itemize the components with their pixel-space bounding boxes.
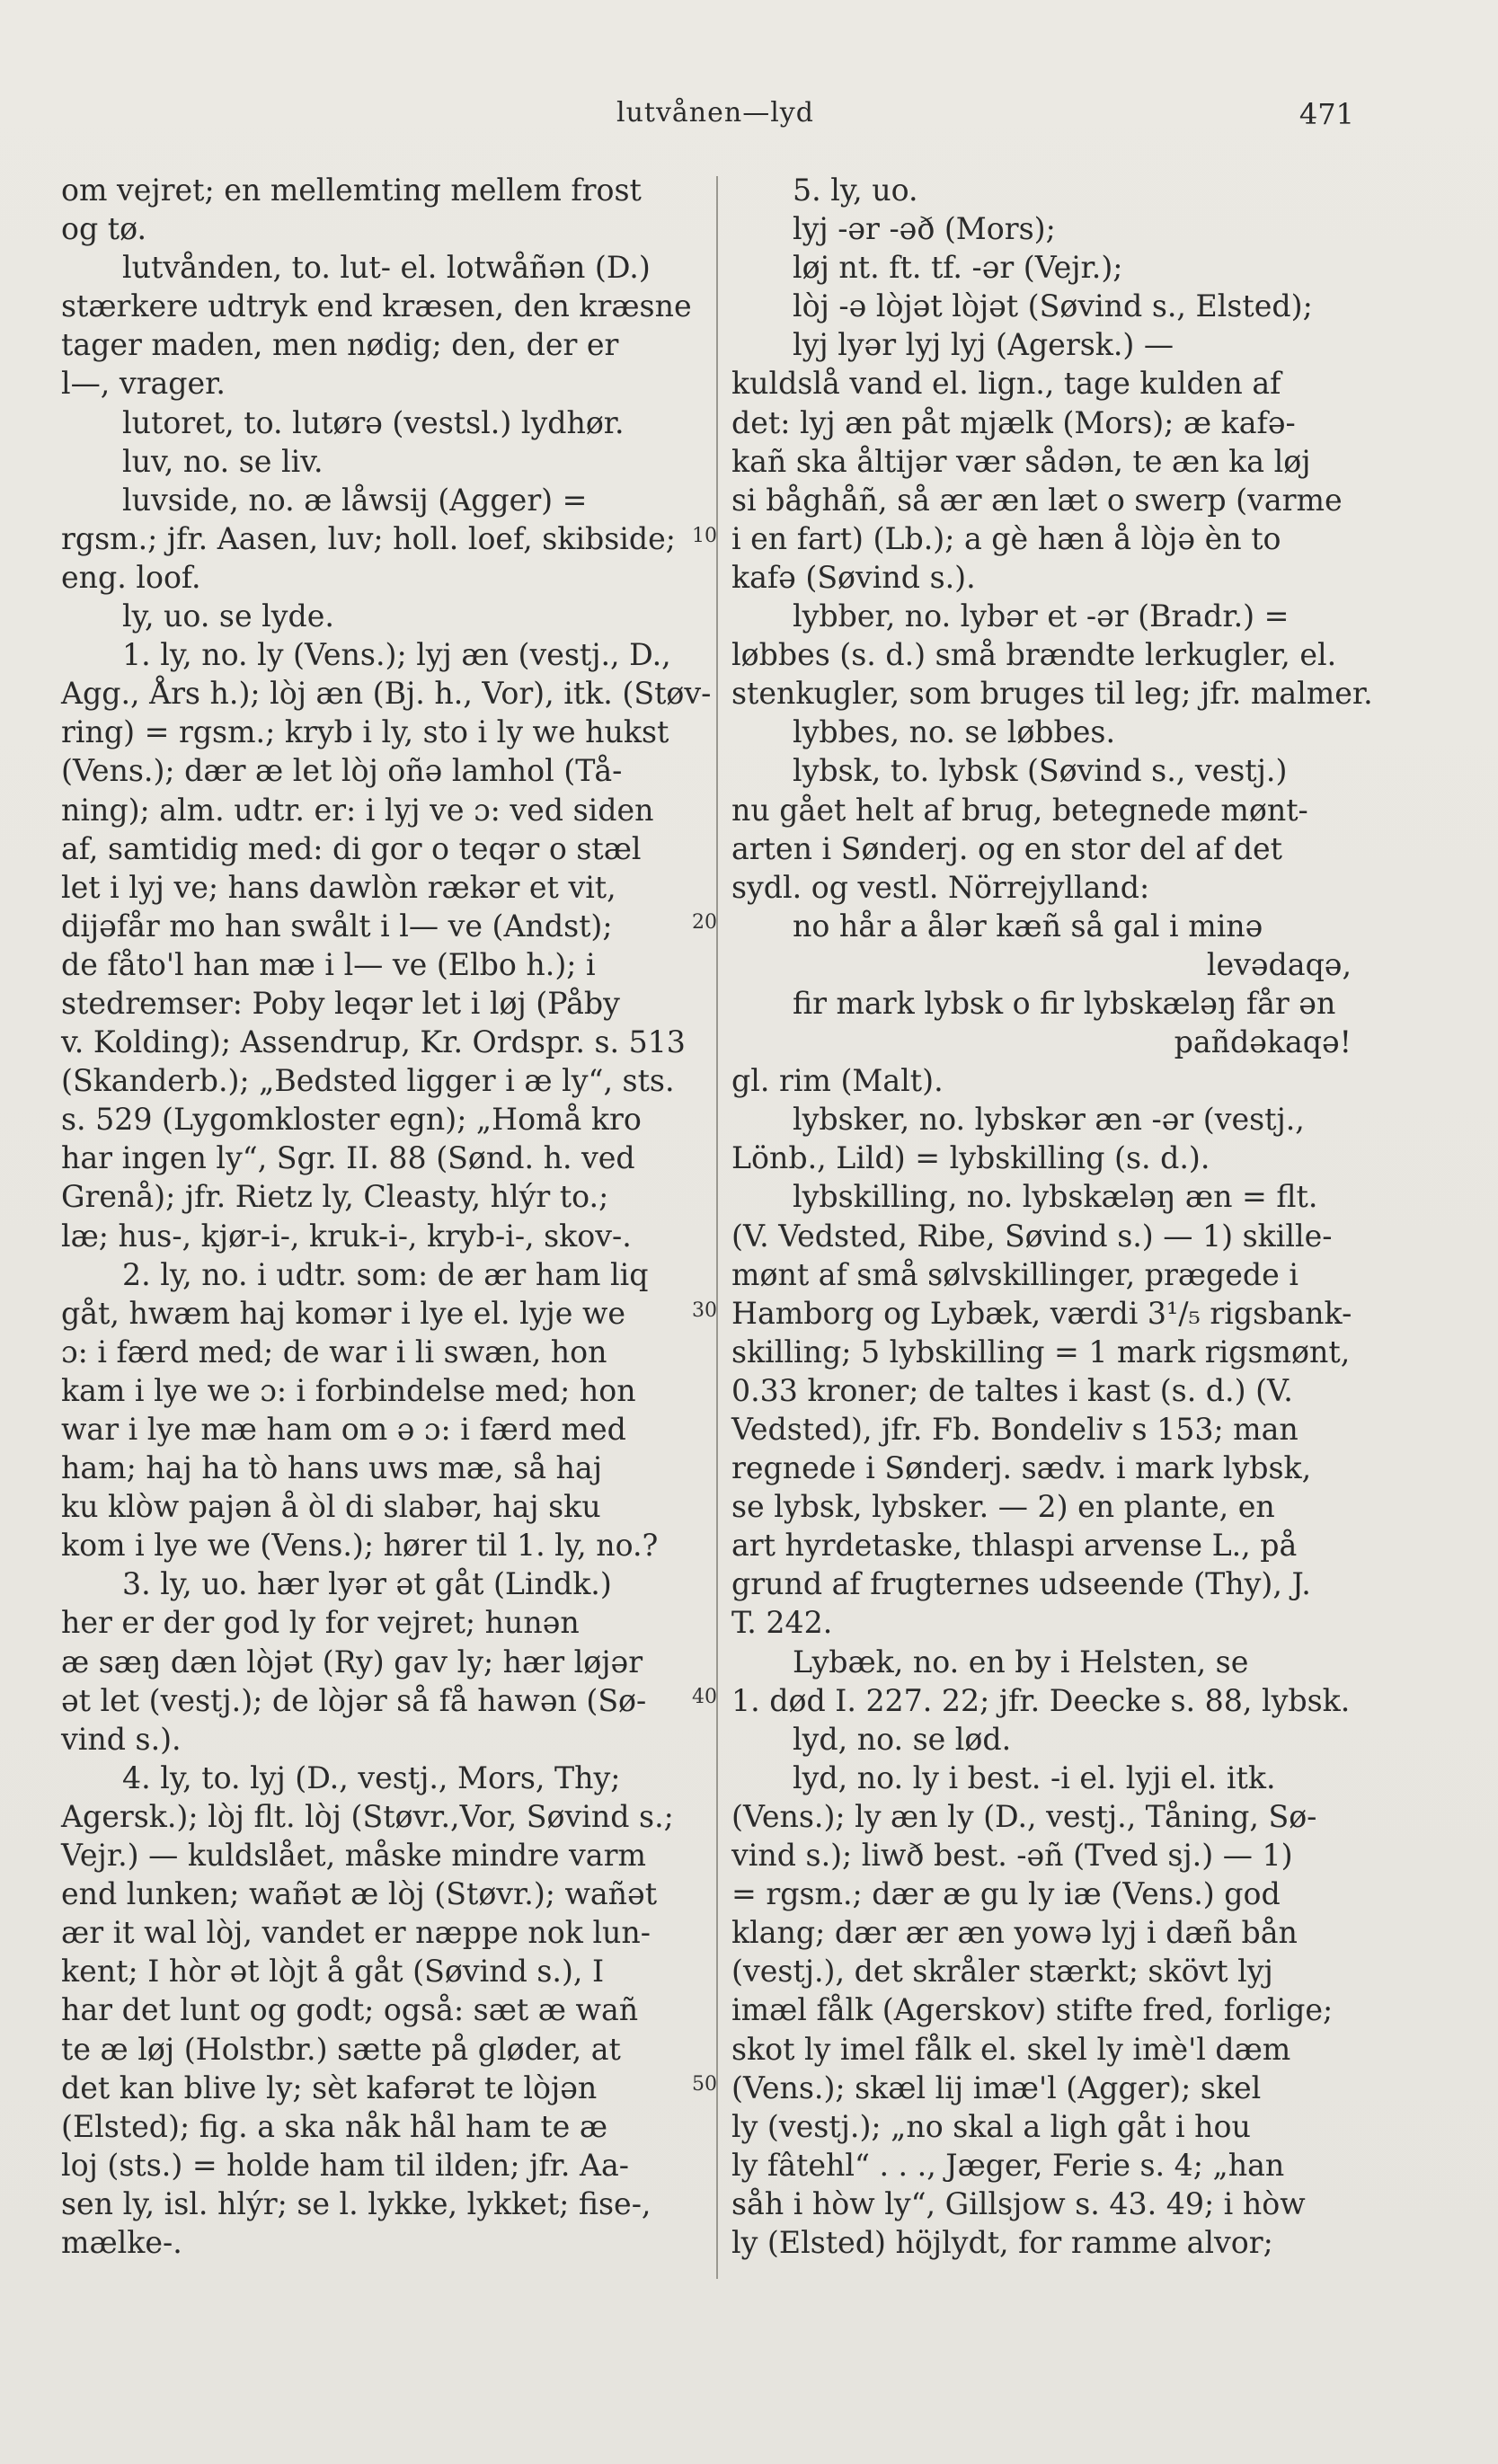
verse-line: pañdəkaqə! — [1174, 1024, 1352, 1060]
line-number-40: 40 — [692, 1686, 717, 1708]
text-line: mælke-. — [61, 2224, 182, 2260]
text-line: gl. rim (Malt). — [731, 1063, 944, 1099]
text-line: Hamborg og Lybæk, værdi 3¹/₅ rigsbank- — [731, 1295, 1352, 1331]
text-line: let i lyj ve; hans dawlòn rækər et vit, — [61, 869, 616, 905]
entry-line: lutvånden, to. lut- el. lotwåñən (D.) — [122, 250, 651, 286]
text-line: kom i lye we (Vens.); hører til 1. ly, no.? — [61, 1528, 659, 1564]
text-line: (Vens.); dær æ let lòj oñə lamhol (Tå- — [61, 753, 623, 789]
text-line: skot ly imel fålk el. skel ly imè'l dæm — [731, 2031, 1291, 2067]
column-divider — [716, 176, 718, 2279]
right-column — [731, 171, 1373, 2262]
text-line: det: lyj æn påt mjælk (Mors); æ kafə- — [731, 404, 1296, 440]
line-number-20: 20 — [692, 911, 717, 934]
entry-line: lyd, no. ly i best. -i el. lyji el. itk. — [793, 1759, 1276, 1795]
text-line: har det lunt og godt; også: sæt æ wañ — [61, 1992, 639, 2028]
entry-line: lyd, no. se lød. — [793, 1721, 1012, 1757]
text-line: rgsm.; jfr. Aasen, luv; holl. loef, skibside; — [61, 520, 676, 556]
text-line: Grenå); jfr. Rietz ly, Cleasty, hlýr to.; — [61, 1179, 609, 1215]
text-line: (V. Vedsted, Ribe, Søvind s.) — 1) skille- — [731, 1218, 1333, 1254]
text-line: imæl fålk (Agerskov) stifte fred, forlige; — [731, 1992, 1334, 2028]
entry-line: 1. ly, no. ly (Vens.); lyj æn (vestj., D., — [122, 637, 671, 673]
text-line: l—, vrager. — [61, 366, 226, 402]
text-line: læ; hus-, kjør-i-, kruk-i-, kryb-i-, skov-. — [61, 1218, 632, 1254]
line-number-10: 10 — [692, 525, 717, 547]
entry-line: luv, no. se liv. — [122, 443, 324, 479]
text-line: om vejret; en mellemting mellem frost — [61, 173, 642, 208]
text-line: vind s.). — [61, 1721, 182, 1757]
text-line: ring) = rgsm.; kryb i ly, sto i ly we hukst — [61, 714, 669, 750]
text-line: lyj lyər lyj lyj (Agersk.) — — [793, 327, 1174, 363]
line-number-30: 30 — [692, 1299, 717, 1322]
entry-line: lybsker, no. lybskər æn -ər (vestj., — [793, 1102, 1305, 1138]
text-line: klang; dær ær æn yowə lyj i dæñ bån — [731, 1915, 1298, 1951]
text-line: sen ly, isl. hlýr; se l. lykke, lykket; fise-, — [61, 2185, 651, 2221]
text-line: 1. død I. 227. 22; jfr. Deecke s. 88, lybsk. — [731, 1682, 1351, 1718]
text-line: skilling; 5 lybskilling = 1 mark rigsmønt, — [731, 1334, 1351, 1369]
text-line: ly (Elsted) höjlydt, for ramme alvor; — [731, 2224, 1273, 2260]
text-line: art hyrdetaske, thlaspi arvense L., på — [731, 1528, 1298, 1564]
text-line: s. 529 (Lygomkloster egn); „Homå kro — [61, 1102, 642, 1138]
text-line: lòj -ə lòjət lòjət (Søvind s., Elsted); — [793, 288, 1313, 324]
text-line: de fåto'l han mæ i l— ve (Elbo h.); i — [61, 946, 596, 982]
text-line: 0.33 kroner; de taltes i kast (s. d.) (V. — [731, 1372, 1293, 1408]
entry-line: 4. ly, to. lyj (D., vestj., Mors, Thy; — [122, 1759, 621, 1795]
entry-line: lybber, no. lybər et -ər (Bradr.) = — [793, 598, 1290, 634]
text-line: arten i Sønderj. og en stor del af det — [731, 830, 1282, 866]
text-line: loj (sts.) = holde ham til ilden; jfr. Aa- — [61, 2147, 629, 2183]
text-line: det kan blive ly; sèt kafərət te lòjən — [61, 2070, 598, 2105]
text-line: grund af frugternes udseende (Thy), J. — [731, 1566, 1311, 1602]
entry-line: luvside, no. æ låwsij (Agger) = — [122, 482, 588, 518]
text-line: lyj -ər -əð (Mors); — [793, 211, 1056, 247]
text-line: løj nt. ft. tf. -ər (Vejr.); — [793, 250, 1123, 286]
text-line: Lönb., Lild) = lybskilling (s. d.). — [731, 1140, 1210, 1176]
entry-line: lybsk, to. lybsk (Søvind s., vestj.) — [793, 753, 1288, 789]
text-line: Vejr.) — kuldslået, måske mindre varm — [61, 1838, 646, 1874]
entry-line: ly, uo. se lyde. — [122, 598, 334, 634]
text-line: ɔ: i færd med; de war i li swæn, hon — [61, 1334, 607, 1369]
text-line: dijəfår mo han swålt i l— ve (Andst); — [61, 908, 613, 944]
text-line: ham; haj ha tò hans uws mæ, så haj — [61, 1450, 602, 1486]
verse-line: levədaqə, — [1206, 946, 1352, 982]
text-line: te æ løj (Holstbr.) sætte på gløder, at — [61, 2031, 621, 2067]
text-line: eng. loof. — [61, 559, 201, 595]
text-line: (Skanderb.); „Bedsted ligger i æ ly“, sts. — [61, 1063, 675, 1099]
entry-line: lutoret, to. lutørə (vestsl.) lydhør. — [122, 404, 625, 440]
text-line: (vestj.), det skråler stærkt; skövt lyj — [731, 1954, 1273, 1990]
text-line: nu gået helt af brug, betegnede mønt- — [731, 792, 1308, 828]
text-line: kañ ska åltijər vær sådən, te æn ka løj — [731, 443, 1311, 479]
text-line: ət let (vestj.); de lòjər så få hawən (Sø- — [61, 1682, 647, 1718]
text-line: ær it wal lòj, vandet er næppe nok lun- — [61, 1915, 651, 1951]
verse-line: no hår a ålər kæñ så gal i minə — [793, 908, 1263, 944]
line-number-50: 50 — [692, 2073, 717, 2096]
entry-line: 2. ly, no. i udtr. som: de ær ham liq — [122, 1256, 649, 1292]
text-line: her er der god ly for vejret; hunən — [61, 1605, 580, 1641]
text-line: T. 242. — [731, 1605, 833, 1641]
text-line: kam i lye we ɔ: i forbindelse med; hon — [61, 1372, 636, 1408]
text-line: ly fâtehl“ . . ., Jæger, Ferie s. 4; „han — [731, 2147, 1285, 2183]
text-line: af, samtidig med: di gor o teqər o stæl — [61, 830, 642, 866]
text-line: tager maden, men nødig; den, der er — [61, 327, 619, 363]
text-line: Agg., Års h.); lòj æn (Bj. h., Vor), itk. (Støv- — [61, 676, 712, 712]
text-line: (Vens.); ly æn ly (D., vestj., Tåning, Sø- — [731, 1798, 1317, 1834]
text-line: såh i hòw ly“, Gillsjow s. 43. 49; i hòw — [731, 2185, 1306, 2221]
verse-line: fir mark lybsk o fir lybskæləŋ får ən — [793, 985, 1336, 1021]
text-line: har ingen ly“, Sgr. II. 88 (Sønd. h. ved — [61, 1140, 635, 1176]
text-line: og tø. — [61, 211, 147, 247]
text-line: war i lye mæ ham om ə ɔ: i færd med — [61, 1412, 626, 1447]
text-line: stedremser: Poby leqər let i løj (Påby — [61, 985, 620, 1021]
text-line: æ sæŋ dæn lòjət (Ry) gav ly; hær løjər — [61, 1644, 643, 1680]
entry-line: lybskilling, no. lybskæləŋ æn = flt. — [793, 1179, 1318, 1215]
text-line: løbbes (s. d.) små brændte lerkugler, el. — [731, 637, 1337, 673]
text-line: gåt, hwæm haj komər i lye el. lyje we — [61, 1295, 626, 1331]
text-line: se lybsk, lybsker. — 2) en plante, en — [731, 1489, 1275, 1525]
text-line: (Elsted); fig. a ska nåk hål ham te æ — [61, 2108, 608, 2144]
text-line: regnede i Sønderj. sædv. i mark lybsk, — [731, 1450, 1312, 1486]
text-line: si båghåñ, så ær æn læt o swerp (varme — [731, 482, 1343, 518]
text-line: (Vens.); skæl lij imæ'l (Agger); skel — [731, 2070, 1262, 2105]
text-line: kuldslå vand el. lign., tage kulden af — [731, 366, 1281, 402]
text-line: ku klòw pajən å òl di slabər, haj sku — [61, 1489, 601, 1525]
text-line: i en fart) (Lb.); a gè hæn å lòjə èn to — [731, 520, 1281, 556]
text-line: kent; I hòr ət lòjt å gåt (Søvind s.), I — [61, 1954, 605, 1990]
page-header — [0, 97, 1498, 133]
text-line: mønt af små sølvskillinger, prægede i — [731, 1256, 1299, 1292]
text-line: end lunken; wañət æ lòj (Støvr.); wañət — [61, 1876, 658, 1912]
text-line: kafə (Søvind s.). — [731, 559, 976, 595]
text-line: Agersk.); lòj flt. lòj (Støvr.,Vor, Søvind s.; — [61, 1798, 674, 1834]
text-line: ning); alm. udtr. er: i lyj ve ɔ: ved siden — [61, 792, 654, 828]
text-line: stenkugler, som bruges til leg; jfr. malmer. — [731, 676, 1373, 712]
text-line: ly (vestj.); „no skal a ligh gåt i hou — [731, 2108, 1251, 2144]
text-line: v. Kolding); Assendrup, Kr. Ordspr. s. 513 — [61, 1024, 686, 1060]
entry-line: lybbes, no. se løbbes. — [793, 714, 1116, 750]
entry-line: 5. ly, uo. — [793, 173, 918, 208]
text-line: stærkere udtryk end kræsen, den kræsne — [61, 288, 692, 324]
entry-line: 3. ly, uo. hær lyər ət gåt (Lindk.) — [122, 1566, 612, 1602]
text-line: = rgsm.; dær æ gu ly iæ (Vens.) god — [731, 1876, 1281, 1912]
text-line: vind s.); liwð best. -əñ (Tved sj.) — 1) — [731, 1838, 1293, 1874]
running-head: lutvånen—lyd — [616, 97, 814, 129]
text-line: Vedsted), jfr. Fb. Bondeliv s 153; man — [731, 1412, 1299, 1447]
text-line: sydl. og vestl. Nörrejylland: — [731, 869, 1150, 905]
entry-line: Lybæk, no. en by i Helsten, se — [793, 1644, 1249, 1680]
page-number: 471 — [1299, 97, 1354, 131]
